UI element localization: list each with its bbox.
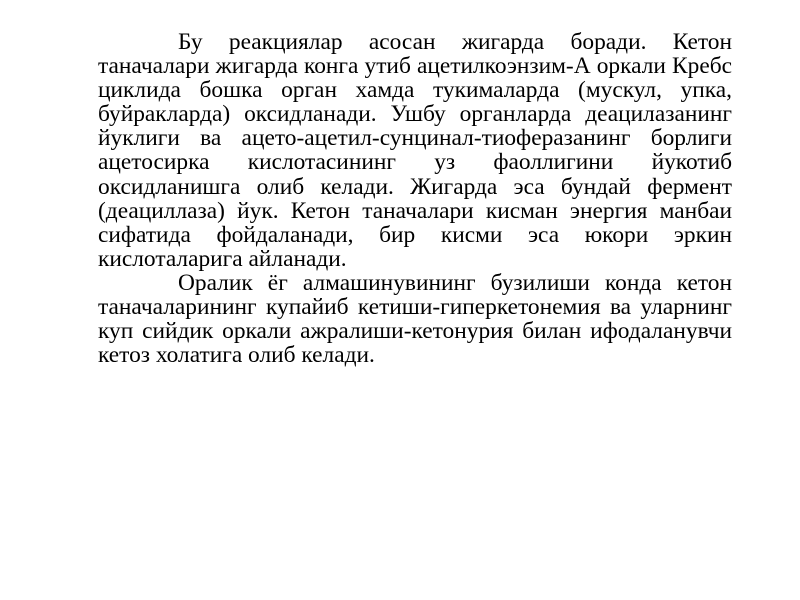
paragraph: Оралик ёг алмашинувининг бузилиши конда кетон таначаларининг купайиб кетиши-гиперкетонемия ва уларнинг куп сийдик оркали ажралиши-кетонурия билан ифодаланувчи кетоз холатига олиб келади.	[98, 269, 732, 369]
document-page	[98, 30, 732, 367]
paragraph: Бу реакциялар асосан жигарда боради. Кетон таначалари жигарда конга утиб ацетилкоэнзим-А оркали Кребс циклида бошка орган хамда тукималарда (мускул, упка, буйракларда) оксидланади. Ушбу органларда деацилазанинг йуклиги ва ацето-ацетил-сунцинал-тиоферазанинг борлиги ацетосирка кислотасининг уз фаоллигини йукотиб оксидланишга олиб келади. Жигарда эса бундай фермент (деациллаза) йук. Кетон таначалари кисман энергия манбаи сифатида фойдаланади, бир кисми эса юкори эркин кислоталарига айланади.	[98, 29, 732, 272]
